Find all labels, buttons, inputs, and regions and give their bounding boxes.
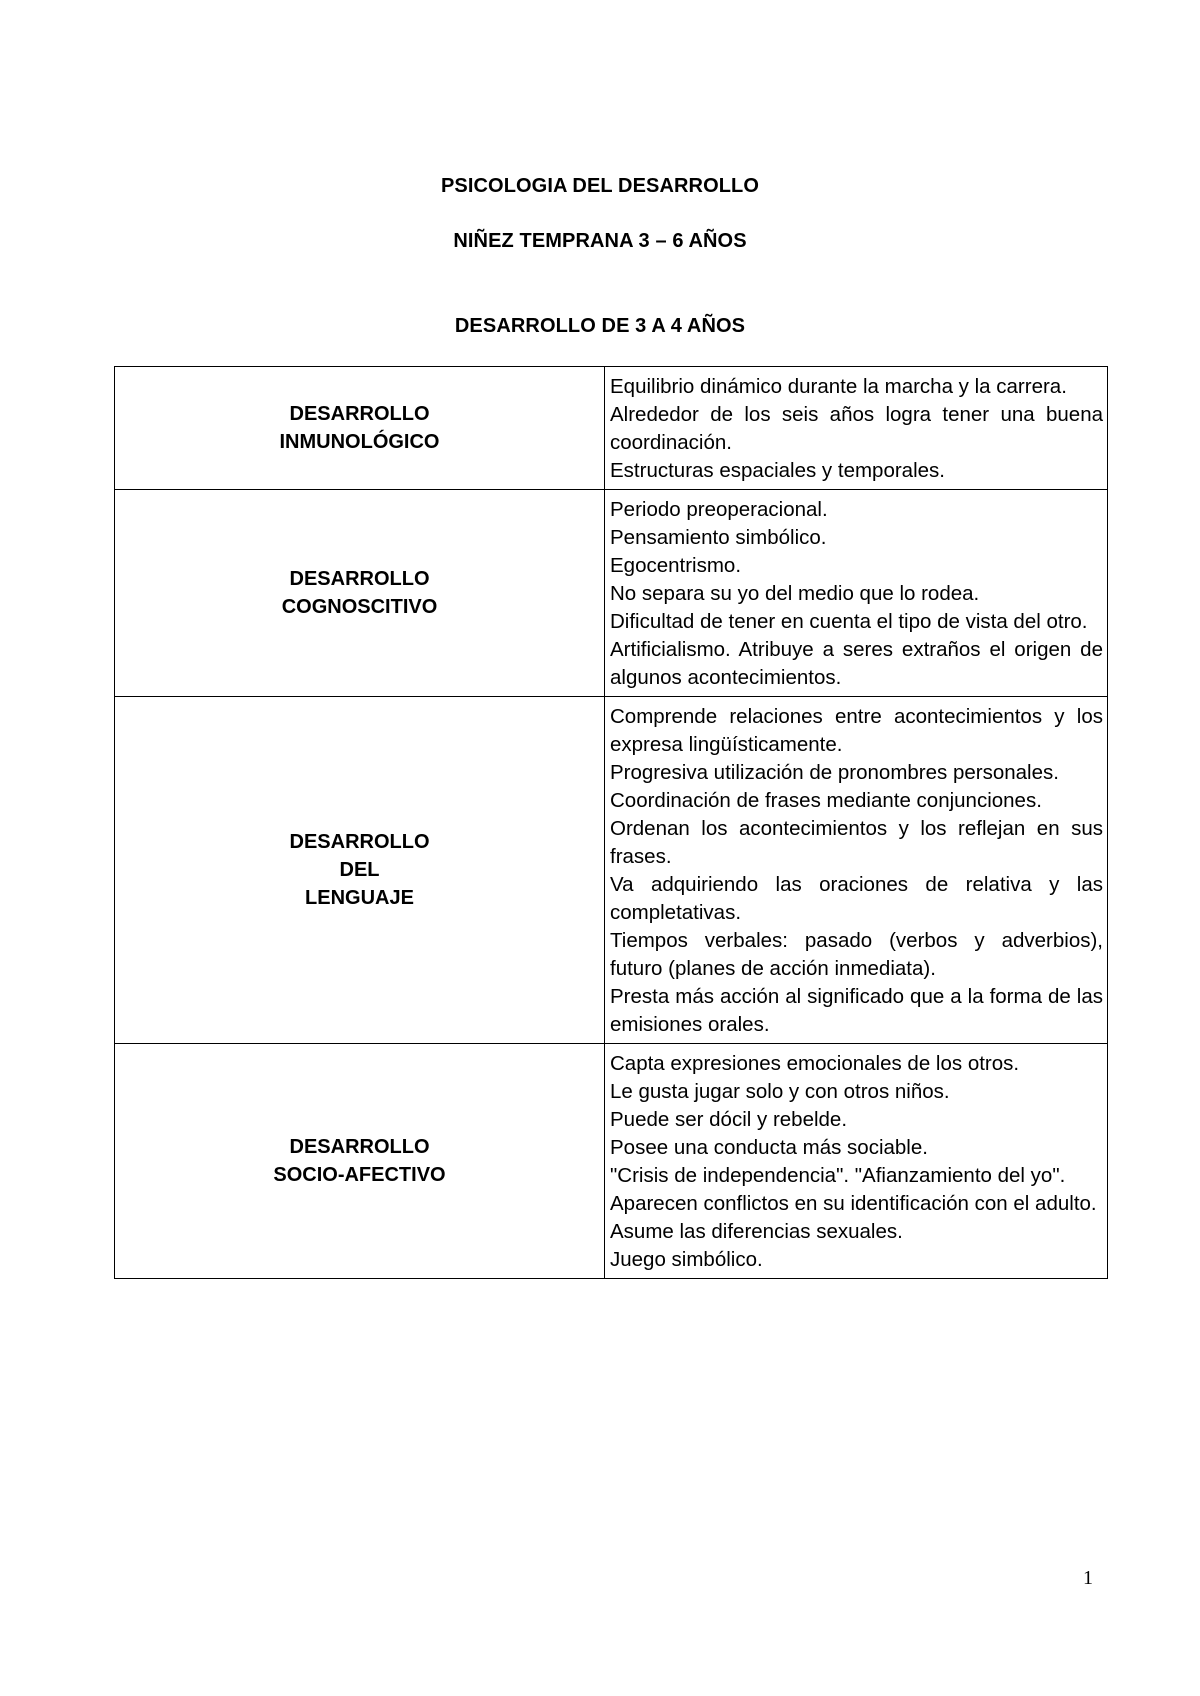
row-label-line: DESARROLLO xyxy=(289,568,430,590)
document-title: PSICOLOGIA DEL DESARROLLO xyxy=(440,175,760,197)
row-label-line: DESARROLLO xyxy=(289,403,430,425)
development-table xyxy=(114,366,1108,1279)
row-label-line: INMUNOLÓGICO xyxy=(279,431,440,453)
row-label-line: DESARROLLO xyxy=(289,1136,430,1158)
list-item: Puede ser dócil y rebelde. xyxy=(610,1108,848,1131)
list-item: Pensamiento simbólico. xyxy=(610,526,827,549)
list-item: Equilibrio dinámico durante la marcha y la carrera. xyxy=(610,375,1067,398)
list-item: Ordenan los acontecimientos y los reflejan en sus frases. xyxy=(610,817,1103,868)
list-item: Egocentrismo. xyxy=(610,554,742,577)
list-item: No separa su yo del medio que lo rodea. xyxy=(610,582,980,605)
list-item: Artificialismo. Atribuye a seres extraños el origen de algunos acontecimientos. xyxy=(610,638,1103,689)
list-item: Va adquiriendo las oraciones de relativa y las completativas. xyxy=(610,873,1103,924)
row-content xyxy=(605,697,1108,1044)
list-item: Alrededor de los seis años logra tener una buena coordinación. xyxy=(610,403,1103,454)
list-item: Periodo preoperacional. xyxy=(610,498,828,521)
list-item: Progresiva utilización de pronombres personales. xyxy=(610,761,1059,784)
row-content xyxy=(605,1044,1108,1279)
table-row-cognoscitivo xyxy=(115,490,1108,697)
list-item: Presta más acción al significado que a la forma de las emisiones orales. xyxy=(610,985,1103,1036)
list-item: Coordinación de frases mediante conjunciones. xyxy=(610,789,1042,812)
list-item: Le gusta jugar solo y con otros niños. xyxy=(610,1080,950,1103)
page-number: 1 xyxy=(1083,1567,1093,1589)
list-item: Posee una conducta más sociable. xyxy=(610,1136,928,1159)
table-row-inmunologico xyxy=(115,367,1108,490)
list-item: Juego simbólico. xyxy=(610,1248,763,1271)
list-item: Asume las diferencias sexuales. xyxy=(610,1220,903,1243)
list-item: Aparecen conflictos en su identificación con el adulto. xyxy=(610,1192,1097,1215)
list-item: Comprende relaciones entre acontecimientos y los expresa lingüísticamente. xyxy=(610,705,1103,756)
row-content xyxy=(605,367,1108,490)
list-item: Dificultad de tener en cuenta el tipo de vista del otro. xyxy=(610,610,1088,633)
row-label-line: SOCIO-AFECTIVO xyxy=(273,1164,446,1186)
document-subtitle: NIÑEZ TEMPRANA 3 – 6 AÑOS xyxy=(453,230,747,252)
list-item: Capta expresiones emocionales de los otros. xyxy=(610,1052,1020,1075)
row-label-line: COGNOSCITIVO xyxy=(281,596,438,618)
list-item: Tiempos verbales: pasado (verbos y adverbios), futuro (planes de acción inmediata). xyxy=(610,929,1103,980)
row-label xyxy=(115,697,605,1044)
list-item: "Crisis de independencia". "Afianzamiento del yo". xyxy=(610,1164,1066,1187)
table-row-lenguaje xyxy=(115,697,1108,1044)
table-row-socio-afectivo xyxy=(115,1044,1108,1279)
row-label xyxy=(115,490,605,697)
row-label-line: DESARROLLO xyxy=(289,831,430,853)
row-label-line: LENGUAJE xyxy=(305,887,414,909)
row-label-line: DEL xyxy=(339,859,380,881)
row-content xyxy=(605,490,1108,697)
section-title: DESARROLLO DE 3 A 4 AÑOS xyxy=(454,315,746,337)
row-label xyxy=(115,367,605,490)
list-item: Estructuras espaciales y temporales. xyxy=(610,459,945,482)
row-label xyxy=(115,1044,605,1279)
